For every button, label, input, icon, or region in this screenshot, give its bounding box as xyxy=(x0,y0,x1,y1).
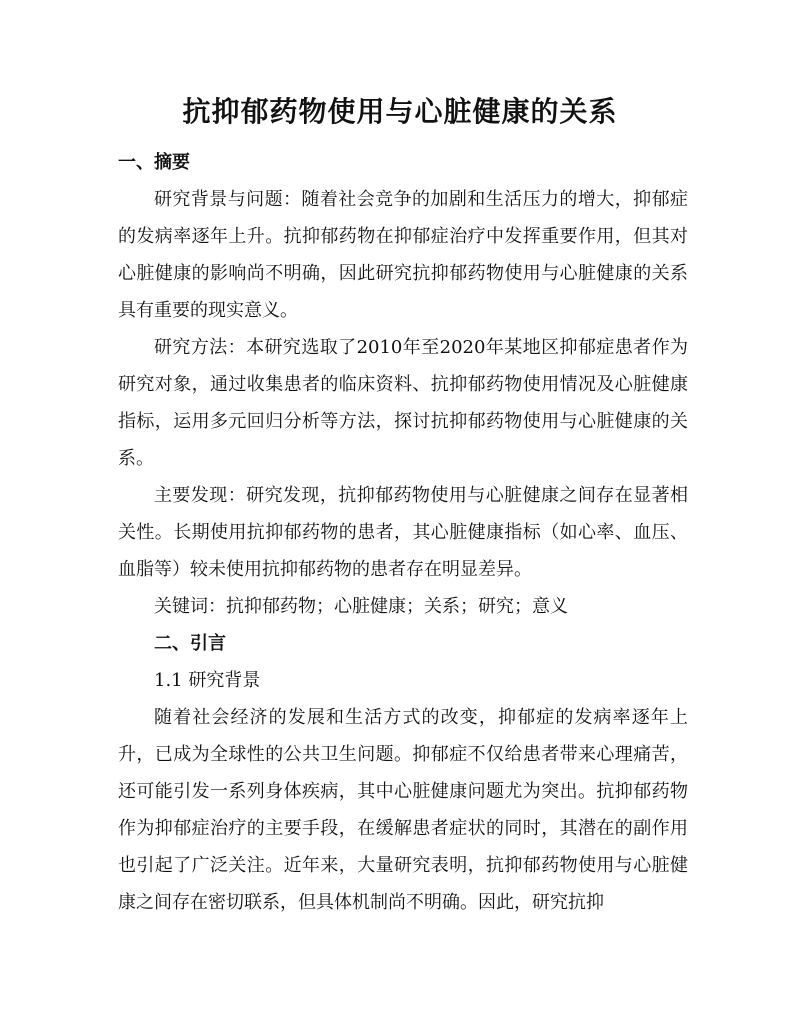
document-title: 抗抑郁药物使用与心脏健康的关系 xyxy=(182,95,618,128)
subsection-heading-background: 1.1 研究背景 xyxy=(154,670,261,691)
background-paragraph: 随着社会经济的发展和生活方式的改变，抑郁症的发病率逐年上升，已成为全球性的公共卫生问题。抑郁症不仅给患者带来心理痛苦，还可能引发一系列身体疾病，其中心脏健康问题尤为突出。抗抑郁药物作为抑郁症治疗的主要手段，在缓解患者症状的同时，其潜在的副作用也引起了广泛关注。近年来，大量研究表明，抗抑郁药物使用与心脏健康之间存在密切联系，但具体机制尚不明确。因此，研究抗抑 xyxy=(118,707,688,913)
abstract-background-paragraph: 研究背景与问题：随着社会竞争的加剧和生活压力的增大，抑郁症的发病率逐年上升。抗抑郁药物在抑郁症治疗中发挥重要作用，但其对心脏健康的影响尚不明确，因此研究抗抑郁药物使用与心脏健康的关系具有重要的现实意义。 xyxy=(118,189,688,321)
abstract-findings-paragraph: 主要发现：研究发现，抗抑郁药物使用与心脏健康之间存在显著相关性。长期使用抗抑郁药物的患者，其心脏健康指标（如心率、血压、血脂等）较未使用抗抑郁药物的患者存在明显差异。 xyxy=(118,485,688,580)
abstract-methods-paragraph: 研究方法：本研究选取了2010年至2020年某地区抑郁症患者作为研究对象，通过收集患者的临床资料、抗抑郁药物使用情况及心脏健康指标，运用多元回归分析等方法，探讨抗抑郁药物使用与心脏健康的关系。 xyxy=(118,337,688,469)
keywords-line: 关键词：抗抑郁药物；心脏健康；关系；研究；意义 xyxy=(154,596,568,617)
section-heading-abstract: 一、摘要 xyxy=(118,152,190,173)
section-heading-introduction: 二、引言 xyxy=(154,633,226,654)
